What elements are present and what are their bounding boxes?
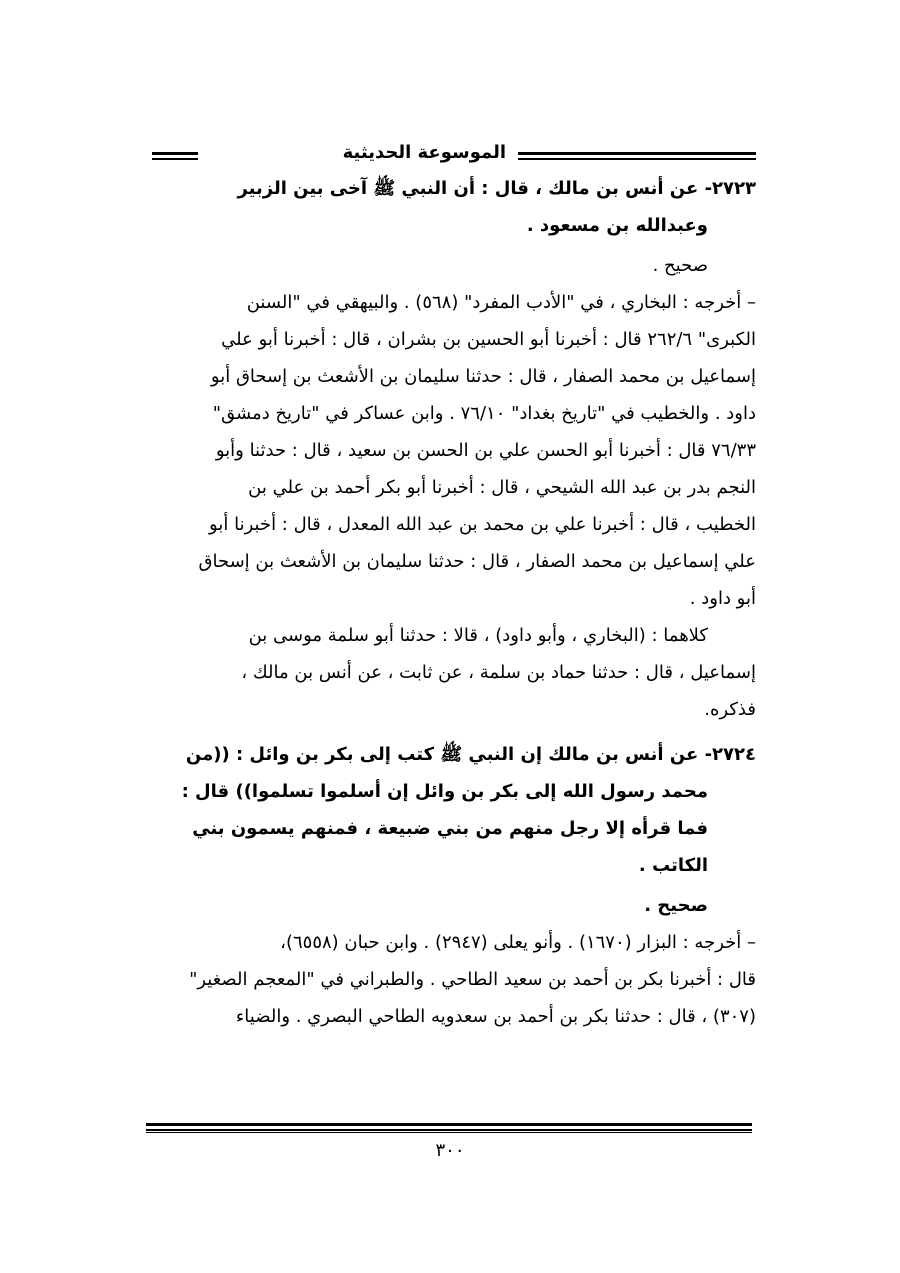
hadith-2723-text (148, 170, 756, 244)
hadith-2724-text (148, 736, 756, 884)
hadith-line: ٢٧٢٤- عن أنس بن مالك إن النبي ﷺ كتب إلى بكر بن وائل : ((من (185, 744, 756, 765)
header-title: الموسوعة الحديثية (342, 142, 506, 163)
hadith-2724-grade: صحيح . (644, 895, 708, 916)
takhrij-line: داود . والخطيب في "تاريخ بغداد" ٧٦/١٠ . وابن عساكر في "تاريخ دمشق" (212, 403, 756, 424)
hadith-line: وعبدالله بن مسعود . (526, 215, 708, 236)
takhrij-line: – أخرجه : البزار (١٦٧٠) . وأنو يعلى (٢٩٤٧) . وابن حبان (٦٥٥٨)، (280, 932, 756, 953)
hadith-line: ٢٧٢٣- عن أنس بن مالك ، قال : أن النبي ﷺ آخى بين الزبير (237, 178, 756, 199)
takhrij-line: أبو داود . (689, 588, 756, 609)
running-header (152, 142, 756, 168)
footer-rule-thin (146, 1132, 752, 1133)
footer-rule (146, 1123, 752, 1131)
takhrij-line: (٣٠٧) ، قال : حدثنا بكر بن أحمد بن سعدويه الطاحي البصري . والضياء (235, 1006, 756, 1027)
page-number: ٣٠٠ (435, 1140, 465, 1161)
takhrij-line: النجم بدر بن عبد الله الشيحي ، قال : أخبرنا أبو بكر أحمد بن علي بن (248, 477, 756, 498)
header-rule-left (152, 152, 198, 160)
hadith-2723-chain (148, 617, 756, 728)
page-body (148, 170, 756, 1035)
chain-line: كلاهما : (البخاري ، وأبو داود) ، قالا : حدثنا أبو سلمة موسى بن (248, 625, 708, 646)
takhrij-line: قال : أخبرنا بكر بن أحمد بن سعيد الطاحي . والطبراني في "المعجم الصغير" (189, 969, 756, 990)
chain-line: إسماعيل ، قال : حدثنا حماد بن سلمة ، عن ثابت ، عن أنس بن مالك ، (241, 662, 756, 683)
takhrij-line: الخطيب ، قال : أخبرنا علي بن محمد بن عبد الله المعدل ، قال : أخبرنا أبو (209, 514, 756, 535)
takhrij-line: – أخرجه : البخاري ، في "الأدب المفرد" (٥٦٨) . والبيهقي في "السنن (246, 292, 756, 313)
chain-line: فذكره. (704, 699, 756, 720)
hadith-2723-takhrij (148, 284, 756, 617)
takhrij-line: الكبرى" ٢٦٢/٦ قال : أخبرنا أبو الحسين بن بشران ، قال : أخبرنا أبو علي (221, 329, 756, 350)
hadith-line: فما قرأه إلا رجل منهم من بني ضبيعة ، فمنهم يسمون بني (192, 818, 708, 839)
hadith-line: الكاتب . (638, 855, 708, 876)
header-rule-right (518, 152, 756, 160)
hadith-2724-takhrij (148, 924, 756, 1035)
takhrij-line: علي إسماعيل بن محمد الصفار ، قال : حدثنا سليمان بن الأشعث بن إسحاق (198, 551, 756, 572)
takhrij-line: ٧٦/٣٣ قال : أخبرنا أبو الحسن علي بن الحسن بن سعيد ، قال : حدثنا وأبو (215, 440, 756, 461)
takhrij-line: إسماعيل بن محمد الصفار ، قال : حدثنا سليمان بن الأشعث بن إسحاق أبو (210, 366, 756, 387)
hadith-2723-grade: صحيح . (652, 255, 708, 276)
hadith-line: محمد رسول الله إلى بكر بن وائل إن أسلموا تسلموا)) قال : (181, 781, 708, 802)
